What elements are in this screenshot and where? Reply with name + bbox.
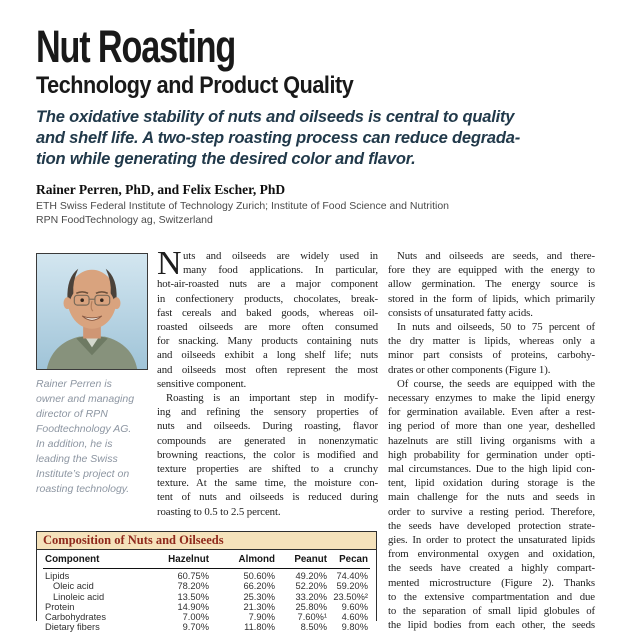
body-column-2 <box>388 249 595 632</box>
table-cell-value: 11.80% <box>244 622 275 633</box>
photo-caption <box>36 377 148 497</box>
body-line: uts and oilseeds are widely used in <box>183 250 378 262</box>
body-line: mented microstructure (Figure 2). Thanks <box>388 576 595 589</box>
table-row <box>43 592 370 602</box>
table-header-cell: Almond <box>238 554 275 565</box>
table-row <box>43 571 370 581</box>
body-line: roasted oilseeds are more often consumed <box>157 321 378 334</box>
table-cell-value: 60.75% <box>177 571 209 581</box>
body-line: ing and refining the sensory properties of <box>157 406 378 419</box>
caption-line: Rainer Perren is <box>36 378 112 390</box>
table-cell-component: Oleic acid <box>53 581 94 592</box>
body-line: tent of nuts and oilseeds is reduced during <box>157 491 378 504</box>
portrait-photo-frame <box>36 253 148 370</box>
table-cell-value: 52.20% <box>295 581 327 592</box>
table-cell-component: Protein <box>45 601 75 612</box>
table-cell-component: Lipids <box>45 571 70 581</box>
caption-line: In addition, he is <box>36 438 113 450</box>
body-line: In nuts and oilseeds, 50 to 75 percent of <box>397 321 595 334</box>
table-cell-value: 25.80% <box>295 601 327 612</box>
body-line: tent, lipid oxidation during storage is the <box>388 477 595 490</box>
table-cell-value: 23.50%² <box>333 591 368 602</box>
body-line: Of course, the seeds are equipped with the <box>397 377 595 390</box>
caption-line: leading the Swiss <box>36 453 118 465</box>
standfirst-line: The oxidative stability of nuts and oilseeds is central to quality <box>36 108 515 126</box>
table-cell-value: 9.60% <box>341 601 368 612</box>
table-cell-value: 74.40% <box>336 571 368 581</box>
body-line: gies. In order to protect the unsaturated lipids <box>388 534 595 547</box>
standfirst <box>36 107 520 170</box>
table-title: Composition of Nuts and Oilseeds <box>37 532 376 550</box>
caption-line: director of RPN <box>36 408 108 420</box>
affiliation-line: ETH Swiss Federal Institute of Technology Zurich; Institute of Food Science and Nutrition <box>36 200 450 212</box>
article-title: Nut Roasting <box>36 21 236 72</box>
body-line: texture properties are shifted to a crunchy <box>157 463 378 476</box>
table-cell-value: 9.80% <box>341 622 368 633</box>
table-row <box>43 622 370 632</box>
composition-table <box>36 531 377 633</box>
table-cell-component: Carbohydrates <box>45 612 106 623</box>
paragraph <box>157 391 378 519</box>
standfirst-line: tion while generating the desired color and flavor. <box>36 150 416 168</box>
table-cell-value: 33.20% <box>295 591 327 602</box>
table-cell-component: Dietary fibers <box>45 622 100 633</box>
paragraph <box>388 249 595 320</box>
table-cell-value: 7.60%¹ <box>297 612 327 623</box>
table-cell-value: 7.90% <box>248 612 275 623</box>
article-subtitle: Technology and Product Quality <box>36 72 354 99</box>
table-row <box>43 581 370 591</box>
table-cell-value: 25.30% <box>243 591 275 602</box>
table-cell-value: 78.20% <box>177 581 209 592</box>
body-line: and oilseeds most often represent the most <box>157 363 378 376</box>
body-line: fore they are equipped with the energy to <box>388 264 595 277</box>
drop-cap: N <box>157 245 182 282</box>
affiliation-line: RPN FoodTechnology ag, Switzerland <box>36 213 213 226</box>
table-cell-value: 9.70% <box>182 622 209 633</box>
body-line: hazelnuts are still living organisms with a <box>388 434 595 447</box>
table-cell-value: 14.90% <box>177 601 209 612</box>
table-header-cell: Pecan <box>339 554 368 565</box>
body-line: the seeds have developed protection strate- <box>388 519 595 532</box>
table-cell-value: 66.20% <box>243 581 275 592</box>
table-cell-value: 13.50% <box>177 591 209 602</box>
body-line: high probability for germination under opti- <box>388 448 595 461</box>
body-line: stored in the form of lipids, which primarily <box>388 292 595 305</box>
table-row <box>43 602 370 612</box>
table-header-row <box>43 554 370 569</box>
table-cell-component: Linoleic acid <box>53 591 105 602</box>
body-line: mal circumstances. Due to the high lipid con- <box>388 463 595 476</box>
paragraph <box>157 245 378 391</box>
body-line: necessary enzymes to make the lipid energy <box>388 392 595 405</box>
caption-line: owner and managing <box>36 393 135 405</box>
affiliation-block <box>36 200 449 227</box>
body-line: drates or other components (Figure 1). <box>388 363 551 376</box>
body-line: for germination available. Even after a rest- <box>388 406 595 419</box>
body-line: the lipid bodies from each other, the seeds <box>388 619 595 632</box>
body-line: main challenge for the nuts and seeds in <box>388 491 595 504</box>
body-line: to the extensive compartmentation and due <box>388 590 595 603</box>
portrait-photo <box>37 254 147 369</box>
body-line: roasting to 0.5 to 2.5 percent. <box>157 505 281 518</box>
body-line: sensitive component. <box>157 377 247 390</box>
table-row <box>43 612 370 622</box>
body-line: allow germination. The energy source is <box>388 278 595 291</box>
table-cell-value: 7.00% <box>182 612 209 623</box>
table-cell-value: 8.50% <box>300 622 327 633</box>
caption-line: Foodtechnology AG. <box>36 423 132 435</box>
table-header-cell: Component <box>45 554 100 565</box>
body-line: texture. At the same time, the moisture con- <box>157 477 378 490</box>
body-line: minor part consists of proteins, carbohy- <box>388 349 595 362</box>
body-line: consists of unsaturated fatty acids. <box>388 306 533 319</box>
body-line: ing period of more than one year, deshelled <box>388 420 595 433</box>
table-header-cell: Hazelnut <box>168 554 209 565</box>
body-line: to the separation of small lipid globules of <box>388 605 595 618</box>
body-line: the dry matter is lipids, whereas only a <box>388 335 595 348</box>
table-cell-value: 21.30% <box>243 601 275 612</box>
body-line: and oilseeds exhibit a long shelf life; nuts <box>157 349 378 362</box>
body-line: from environmental oxygen and oxidation, <box>388 548 595 561</box>
byline: Rainer Perren, PhD, and Felix Escher, PhD <box>36 182 286 197</box>
body-column-1 <box>157 245 378 530</box>
body-line: Roasting is an important step in modify- <box>166 392 378 405</box>
body-line: many food applications. In particular, <box>183 264 378 277</box>
body-line: Nuts and oilseeds are seeds, and there- <box>397 250 595 262</box>
body-line: for snacking. Many products containing nuts <box>157 335 378 348</box>
table-header-cell: Peanut <box>294 554 327 565</box>
body-line: hot-air-roasted nuts are a major component <box>157 278 378 291</box>
body-line: order to survive a resting period. Therefore, <box>388 505 595 518</box>
table-cell-value: 59.20% <box>336 581 368 592</box>
table-cell-value: 4.60% <box>341 612 368 623</box>
body-line: compounds are generated in nonenzymatic <box>157 434 378 447</box>
table-cell-value: 49.20% <box>295 571 327 581</box>
paragraph <box>388 320 595 377</box>
body-line: browning reactions, the color is modified and <box>157 448 378 461</box>
standfirst-line: and shelf life. A two-step roasting process can reduce degrada- <box>36 129 521 147</box>
table-cell-value: 50.60% <box>243 571 275 581</box>
photo-sidebar <box>36 253 148 497</box>
paragraph <box>388 377 595 633</box>
body-line: nuts and oilseeds. During roasting, flavor <box>157 420 378 433</box>
body-line: the seeds have created a highly compart- <box>388 562 595 575</box>
caption-line: Institute’s project on <box>36 468 130 480</box>
body-line: in confectionery products, chocolates, break- <box>157 292 378 305</box>
caption-line: roasting technology. <box>36 483 130 495</box>
table-body <box>37 550 376 633</box>
body-line: fast cereals and baked goods, whereas oil- <box>157 306 378 319</box>
